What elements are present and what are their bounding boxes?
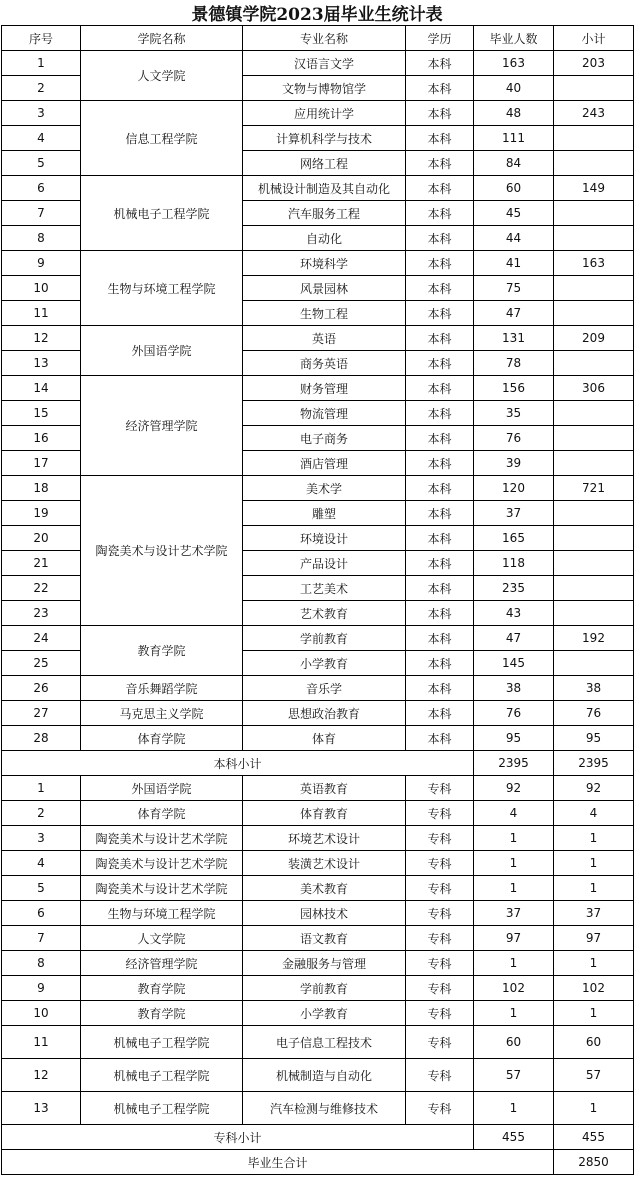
row-degree: 本科 — [406, 51, 474, 76]
header-row — [2, 26, 634, 51]
row-major: 小学教育 — [243, 1001, 406, 1026]
row-major: 工艺美术 — [243, 576, 406, 601]
row-degree: 本科 — [406, 476, 474, 501]
row-major: 汉语言文学 — [243, 51, 406, 76]
row-no: 19 — [2, 501, 81, 526]
row-major: 思想政治教育 — [243, 701, 406, 726]
row-subtotal — [554, 451, 634, 476]
row-major: 电子商务 — [243, 426, 406, 451]
row-count: 47 — [474, 626, 554, 651]
row-count: 44 — [474, 226, 554, 251]
table-row — [2, 1092, 634, 1125]
table-row — [2, 1001, 634, 1026]
row-degree: 本科 — [406, 576, 474, 601]
row-subtotal: 37 — [554, 901, 634, 926]
row-major: 生物工程 — [243, 301, 406, 326]
row-college: 陶瓷美术与设计艺术学院 — [81, 876, 243, 901]
row-subtotal: 163 — [554, 251, 634, 276]
undergrad-summary-label: 本科小计 — [2, 751, 474, 776]
table-row — [2, 676, 634, 701]
table-row — [2, 701, 634, 726]
row-major: 雕塑 — [243, 501, 406, 526]
row-count: 39 — [474, 451, 554, 476]
row-subtotal: 149 — [554, 176, 634, 201]
table-row — [2, 726, 634, 751]
row-major: 装潢艺术设计 — [243, 851, 406, 876]
row-count: 76 — [474, 426, 554, 451]
row-count: 1 — [474, 951, 554, 976]
row-no: 9 — [2, 251, 81, 276]
row-degree: 专科 — [406, 876, 474, 901]
table-row — [2, 776, 634, 801]
row-count: 57 — [474, 1059, 554, 1092]
row-degree: 本科 — [406, 726, 474, 751]
header-college: 学院名称 — [81, 26, 243, 51]
row-subtotal — [554, 76, 634, 101]
row-degree: 本科 — [406, 501, 474, 526]
row-college: 机械电子工程学院 — [81, 176, 243, 251]
row-degree: 本科 — [406, 251, 474, 276]
row-count: 156 — [474, 376, 554, 401]
row-no: 3 — [2, 826, 81, 851]
table-row — [2, 976, 634, 1001]
row-subtotal: 1 — [554, 876, 634, 901]
table-row — [2, 1059, 634, 1092]
row-no: 2 — [2, 76, 81, 101]
row-college: 外国语学院 — [81, 776, 243, 801]
row-major: 美术学 — [243, 476, 406, 501]
row-count: 40 — [474, 76, 554, 101]
row-subtotal: 95 — [554, 726, 634, 751]
row-no: 26 — [2, 676, 81, 701]
row-college: 信息工程学院 — [81, 101, 243, 176]
row-major: 语文教育 — [243, 926, 406, 951]
row-count: 48 — [474, 101, 554, 126]
row-major: 电子信息工程技术 — [243, 1026, 406, 1059]
row-college: 生物与环境工程学院 — [81, 901, 243, 926]
row-degree: 本科 — [406, 76, 474, 101]
row-subtotal: 1 — [554, 826, 634, 851]
row-no: 10 — [2, 1001, 81, 1026]
row-degree: 本科 — [406, 451, 474, 476]
row-subtotal — [554, 601, 634, 626]
row-no: 6 — [2, 901, 81, 926]
row-degree: 专科 — [406, 776, 474, 801]
table-row — [2, 101, 634, 126]
row-subtotal — [554, 301, 634, 326]
row-no: 21 — [2, 551, 81, 576]
row-degree: 本科 — [406, 401, 474, 426]
row-no: 16 — [2, 426, 81, 451]
row-degree: 本科 — [406, 676, 474, 701]
row-no: 8 — [2, 226, 81, 251]
row-no: 12 — [2, 326, 81, 351]
row-degree: 本科 — [406, 201, 474, 226]
row-subtotal — [554, 426, 634, 451]
row-subtotal: 1 — [554, 851, 634, 876]
row-college: 机械电子工程学院 — [81, 1092, 243, 1125]
junior-college-summary-row — [2, 1125, 634, 1150]
row-major: 机械制造与自动化 — [243, 1059, 406, 1092]
row-major: 风景园林 — [243, 276, 406, 301]
row-no: 3 — [2, 101, 81, 126]
row-no: 13 — [2, 351, 81, 376]
row-no: 18 — [2, 476, 81, 501]
row-subtotal: 97 — [554, 926, 634, 951]
table-body — [2, 26, 634, 1175]
row-degree: 本科 — [406, 326, 474, 351]
row-subtotal — [554, 201, 634, 226]
row-subtotal — [554, 526, 634, 551]
grand-total-row — [2, 1150, 634, 1175]
row-no: 1 — [2, 51, 81, 76]
row-major: 艺术教育 — [243, 601, 406, 626]
row-no: 6 — [2, 176, 81, 201]
row-subtotal: 92 — [554, 776, 634, 801]
row-major: 体育教育 — [243, 801, 406, 826]
table-row — [2, 1026, 634, 1059]
row-college: 陶瓷美术与设计艺术学院 — [81, 826, 243, 851]
row-major: 计算机科学与技术 — [243, 126, 406, 151]
row-subtotal: 721 — [554, 476, 634, 501]
row-degree: 专科 — [406, 1001, 474, 1026]
row-count: 47 — [474, 301, 554, 326]
row-count: 84 — [474, 151, 554, 176]
row-count: 41 — [474, 251, 554, 276]
table-row — [2, 926, 634, 951]
row-degree: 专科 — [406, 951, 474, 976]
row-college: 体育学院 — [81, 726, 243, 751]
row-subtotal: 76 — [554, 701, 634, 726]
row-subtotal — [554, 276, 634, 301]
row-no: 15 — [2, 401, 81, 426]
row-major: 自动化 — [243, 226, 406, 251]
row-major: 学前教育 — [243, 976, 406, 1001]
row-major: 环境科学 — [243, 251, 406, 276]
junior-college-summary-count: 455 — [474, 1125, 554, 1150]
row-count: 4 — [474, 801, 554, 826]
row-count: 76 — [474, 701, 554, 726]
row-subtotal — [554, 226, 634, 251]
row-count: 43 — [474, 601, 554, 626]
row-subtotal: 38 — [554, 676, 634, 701]
row-major: 汽车服务工程 — [243, 201, 406, 226]
row-no: 9 — [2, 976, 81, 1001]
row-no: 8 — [2, 951, 81, 976]
row-count: 60 — [474, 176, 554, 201]
row-count: 1 — [474, 876, 554, 901]
row-count: 235 — [474, 576, 554, 601]
row-count: 120 — [474, 476, 554, 501]
row-major: 机械设计制造及其自动化 — [243, 176, 406, 201]
table-row — [2, 326, 634, 351]
row-degree: 专科 — [406, 801, 474, 826]
undergrad-summary-row — [2, 751, 634, 776]
row-subtotal — [554, 151, 634, 176]
row-no: 23 — [2, 601, 81, 626]
row-count: 75 — [474, 276, 554, 301]
row-degree: 专科 — [406, 1092, 474, 1125]
row-degree: 本科 — [406, 701, 474, 726]
row-subtotal: 57 — [554, 1059, 634, 1092]
row-no: 20 — [2, 526, 81, 551]
row-degree: 本科 — [406, 376, 474, 401]
row-no: 7 — [2, 926, 81, 951]
row-subtotal — [554, 126, 634, 151]
table-row — [2, 951, 634, 976]
table-row — [2, 901, 634, 926]
row-college: 音乐舞蹈学院 — [81, 676, 243, 701]
table-row — [2, 626, 634, 651]
row-no: 22 — [2, 576, 81, 601]
row-major: 网络工程 — [243, 151, 406, 176]
table-row — [2, 851, 634, 876]
row-degree: 本科 — [406, 226, 474, 251]
row-subtotal — [554, 551, 634, 576]
row-subtotal: 192 — [554, 626, 634, 651]
row-no: 11 — [2, 301, 81, 326]
row-major: 金融服务与管理 — [243, 951, 406, 976]
row-degree: 本科 — [406, 526, 474, 551]
row-count: 163 — [474, 51, 554, 76]
grand-total-value: 2850 — [554, 1150, 634, 1175]
table-row — [2, 476, 634, 501]
table-row — [2, 826, 634, 851]
row-count: 145 — [474, 651, 554, 676]
row-subtotal: 1 — [554, 951, 634, 976]
row-degree: 专科 — [406, 976, 474, 1001]
row-count: 45 — [474, 201, 554, 226]
row-count: 37 — [474, 901, 554, 926]
row-count: 165 — [474, 526, 554, 551]
row-count: 1 — [474, 1092, 554, 1125]
table-row — [2, 51, 634, 76]
row-major: 英语教育 — [243, 776, 406, 801]
row-count: 97 — [474, 926, 554, 951]
row-subtotal: 4 — [554, 801, 634, 826]
row-major: 酒店管理 — [243, 451, 406, 476]
row-subtotal: 60 — [554, 1026, 634, 1059]
row-no: 14 — [2, 376, 81, 401]
row-no: 4 — [2, 126, 81, 151]
row-degree: 本科 — [406, 176, 474, 201]
row-major: 小学教育 — [243, 651, 406, 676]
row-major: 文物与博物馆学 — [243, 76, 406, 101]
junior-college-summary-subtotal: 455 — [554, 1125, 634, 1150]
junior-college-summary-label: 专科小计 — [2, 1125, 474, 1150]
row-college: 机械电子工程学院 — [81, 1059, 243, 1092]
row-college: 经济管理学院 — [81, 376, 243, 476]
grand-total-label: 毕业生合计 — [2, 1150, 554, 1175]
row-no: 27 — [2, 701, 81, 726]
row-subtotal: 102 — [554, 976, 634, 1001]
row-major: 商务英语 — [243, 351, 406, 376]
row-count: 1 — [474, 851, 554, 876]
row-major: 学前教育 — [243, 626, 406, 651]
row-no: 4 — [2, 851, 81, 876]
row-degree: 本科 — [406, 426, 474, 451]
row-subtotal — [554, 651, 634, 676]
row-college: 经济管理学院 — [81, 951, 243, 976]
header-subtotal: 小计 — [554, 26, 634, 51]
table-row — [2, 176, 634, 201]
row-college: 教育学院 — [81, 976, 243, 1001]
row-degree: 专科 — [406, 1026, 474, 1059]
row-no: 1 — [2, 776, 81, 801]
row-count: 92 — [474, 776, 554, 801]
row-count: 1 — [474, 1001, 554, 1026]
row-subtotal: 306 — [554, 376, 634, 401]
header-count: 毕业人数 — [474, 26, 554, 51]
row-major: 园林技术 — [243, 901, 406, 926]
page-title: 景德镇学院2023届毕业生统计表 — [191, 5, 443, 25]
row-no: 24 — [2, 626, 81, 651]
row-major: 环境艺术设计 — [243, 826, 406, 851]
row-major: 体育 — [243, 726, 406, 751]
row-count: 111 — [474, 126, 554, 151]
row-count: 38 — [474, 676, 554, 701]
row-degree: 本科 — [406, 126, 474, 151]
row-college: 陶瓷美术与设计艺术学院 — [81, 476, 243, 626]
row-subtotal — [554, 351, 634, 376]
undergrad-summary-subtotal: 2395 — [554, 751, 634, 776]
row-major: 应用统计学 — [243, 101, 406, 126]
header-degree: 学历 — [406, 26, 474, 51]
row-college: 陶瓷美术与设计艺术学院 — [81, 851, 243, 876]
row-college: 人文学院 — [81, 51, 243, 101]
row-no: 11 — [2, 1026, 81, 1059]
header-no: 序号 — [2, 26, 81, 51]
row-no: 7 — [2, 201, 81, 226]
row-degree: 本科 — [406, 101, 474, 126]
row-degree: 本科 — [406, 551, 474, 576]
row-degree: 专科 — [406, 826, 474, 851]
table-row — [2, 251, 634, 276]
row-no: 28 — [2, 726, 81, 751]
row-college: 马克思主义学院 — [81, 701, 243, 726]
row-no: 10 — [2, 276, 81, 301]
row-degree: 专科 — [406, 901, 474, 926]
row-no: 2 — [2, 801, 81, 826]
row-no: 12 — [2, 1059, 81, 1092]
row-subtotal: 243 — [554, 101, 634, 126]
row-college: 人文学院 — [81, 926, 243, 951]
row-college: 教育学院 — [81, 1001, 243, 1026]
row-subtotal — [554, 576, 634, 601]
row-subtotal: 209 — [554, 326, 634, 351]
row-major: 汽车检测与维修技术 — [243, 1092, 406, 1125]
row-count: 78 — [474, 351, 554, 376]
row-college: 体育学院 — [81, 801, 243, 826]
table-row — [2, 876, 634, 901]
table-row — [2, 801, 634, 826]
row-count: 118 — [474, 551, 554, 576]
row-count: 35 — [474, 401, 554, 426]
row-count: 102 — [474, 976, 554, 1001]
row-no: 17 — [2, 451, 81, 476]
row-major: 美术教育 — [243, 876, 406, 901]
row-degree: 本科 — [406, 151, 474, 176]
graduate-table — [1, 25, 634, 1175]
row-college: 教育学院 — [81, 626, 243, 676]
row-degree: 专科 — [406, 851, 474, 876]
row-count: 1 — [474, 826, 554, 851]
table-row — [2, 376, 634, 401]
undergrad-summary-count: 2395 — [474, 751, 554, 776]
row-count: 131 — [474, 326, 554, 351]
row-degree: 本科 — [406, 301, 474, 326]
row-subtotal — [554, 401, 634, 426]
row-subtotal: 203 — [554, 51, 634, 76]
row-college: 生物与环境工程学院 — [81, 251, 243, 326]
row-degree: 本科 — [406, 351, 474, 376]
row-count: 37 — [474, 501, 554, 526]
row-college: 外国语学院 — [81, 326, 243, 376]
row-major: 物流管理 — [243, 401, 406, 426]
row-major: 产品设计 — [243, 551, 406, 576]
row-degree: 本科 — [406, 626, 474, 651]
row-no: 13 — [2, 1092, 81, 1125]
row-no: 5 — [2, 151, 81, 176]
row-degree: 本科 — [406, 651, 474, 676]
row-count: 60 — [474, 1026, 554, 1059]
row-subtotal — [554, 501, 634, 526]
row-major: 英语 — [243, 326, 406, 351]
row-degree: 专科 — [406, 926, 474, 951]
row-major: 环境设计 — [243, 526, 406, 551]
row-no: 5 — [2, 876, 81, 901]
row-subtotal: 1 — [554, 1001, 634, 1026]
row-count: 95 — [474, 726, 554, 751]
row-degree: 专科 — [406, 1059, 474, 1092]
row-subtotal: 1 — [554, 1092, 634, 1125]
row-degree: 本科 — [406, 276, 474, 301]
row-degree: 本科 — [406, 601, 474, 626]
row-college: 机械电子工程学院 — [81, 1026, 243, 1059]
row-no: 25 — [2, 651, 81, 676]
header-major: 专业名称 — [243, 26, 406, 51]
row-major: 音乐学 — [243, 676, 406, 701]
row-major: 财务管理 — [243, 376, 406, 401]
